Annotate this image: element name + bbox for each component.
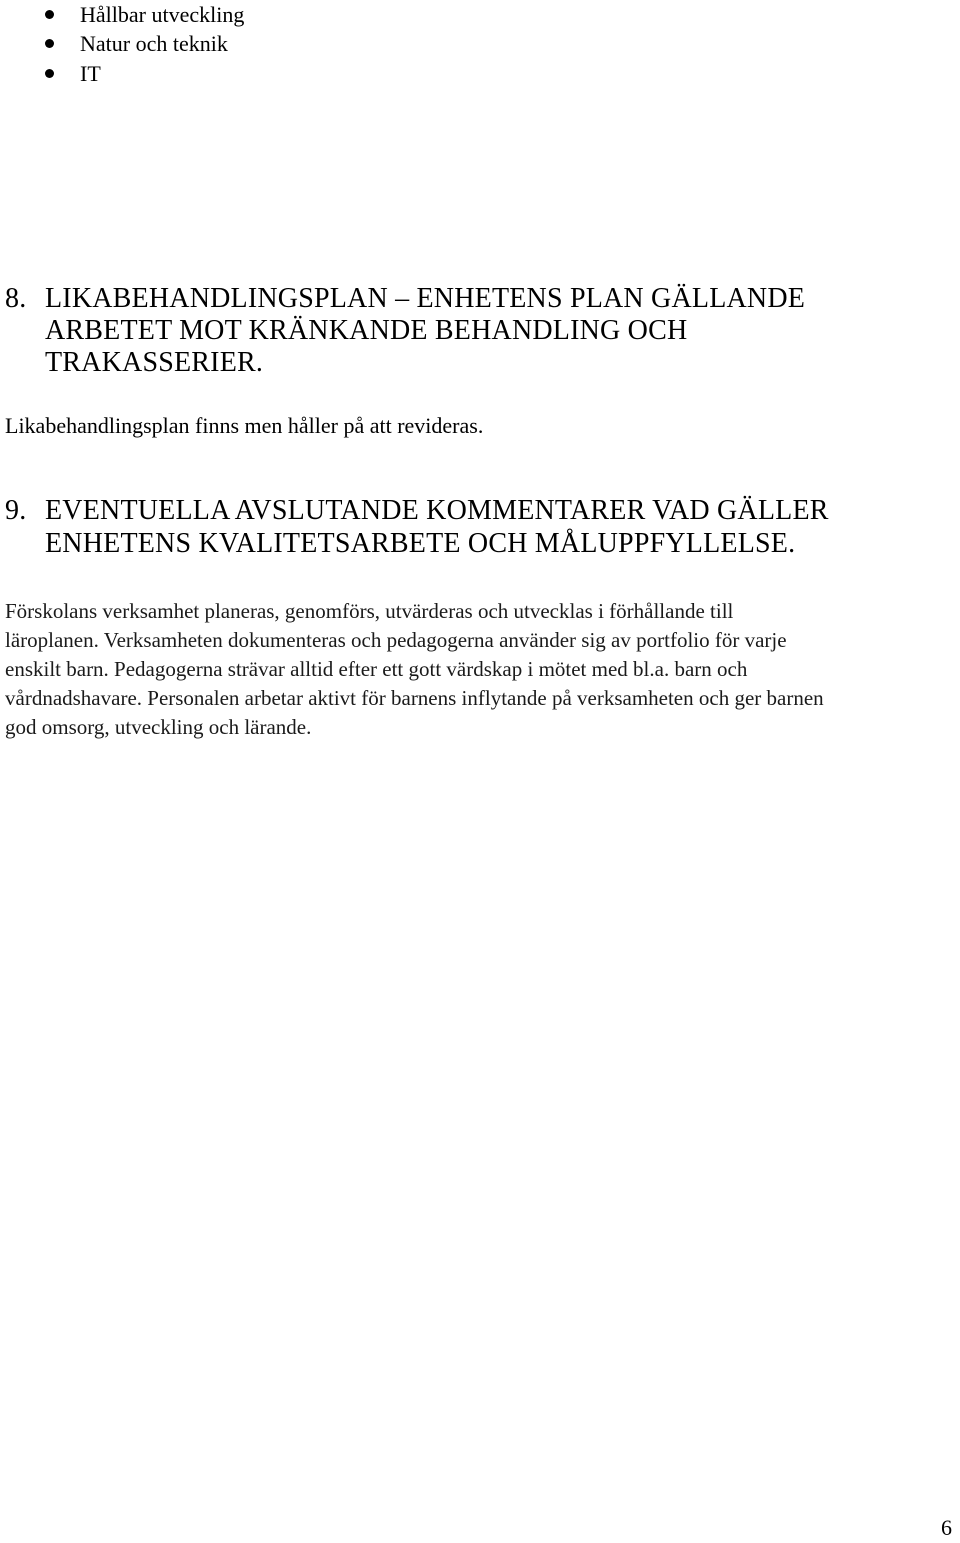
section-8-text: Likabehandlingsplan finns men håller på att revideras. bbox=[5, 413, 484, 438]
section-8-heading-line: ARBETET MOT KRÄNKANDE BEHANDLING OCH bbox=[45, 315, 688, 346]
paragraph-line: god omsorg, utveckling och lärande. bbox=[5, 715, 312, 739]
paragraph-line: Förskolans verksamhet planeras, genomförs, utvärderas och utvecklas i förhållande till bbox=[5, 599, 734, 623]
list-item-label: Natur och teknik bbox=[80, 31, 228, 56]
list-item-label: Hållbar utveckling bbox=[80, 2, 245, 27]
list-item-label: IT bbox=[80, 61, 101, 86]
bullet-icon bbox=[45, 69, 54, 78]
section-8-heading-line: LIKABEHANDLINGSPLAN – ENHETENS PLAN GÄLLANDE bbox=[45, 283, 806, 314]
paragraph-line: läroplanen. Verksamheten dokumenteras och pedagogerna använder sig av portfolio för varje bbox=[5, 628, 787, 652]
list-item bbox=[0, 0, 400, 30]
section-9-number: 9. bbox=[5, 495, 27, 526]
list-item bbox=[0, 59, 400, 89]
section-9-paragraph bbox=[5, 597, 960, 742]
bullet-icon bbox=[45, 39, 54, 48]
paragraph-line: vårdnadshavare. Personalen arbetar aktivt för barnens inflytande på verksamheten och ger barnen bbox=[5, 686, 824, 710]
section-8-number: 8. bbox=[5, 283, 27, 314]
list-item bbox=[0, 29, 400, 59]
page-number: 6 bbox=[941, 1515, 952, 1540]
bullet-icon bbox=[45, 10, 54, 19]
section-9-heading-line: EVENTUELLA AVSLUTANDE KOMMENTARER VAD GÄLLER bbox=[45, 495, 829, 526]
paragraph-line: enskilt barn. Pedagogerna strävar alltid efter ett gott värdskap i mötet med bl.a. barn och bbox=[5, 657, 748, 681]
section-8-heading-line: TRAKASSERIER. bbox=[45, 347, 264, 378]
section-9-heading-line: ENHETENS KVALITETSARBETE OCH MÅLUPPFYLLELSE. bbox=[45, 528, 796, 559]
